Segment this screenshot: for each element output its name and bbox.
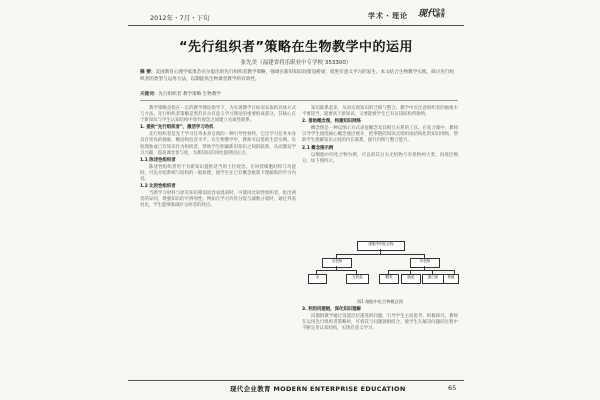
concept-leaf-node: 核酸 — [443, 274, 459, 284]
article-title: “先行组织者”策略在生物教学中的运用 — [178, 40, 414, 55]
article-author: 张先美（福建省将乐职业中专学校 353300） — [240, 60, 352, 66]
column-left — [140, 106, 296, 210]
section-paragraph-1: 先行组织者是先于学习任务本身呈现的一种引导性材料，它比学习任务本身具有更高的抽象、概括和包容水平。在生物教学中，教师可以借助生活实例、实验现象或已有知识作为组织者，帮助学生明确新旧知识之间的联系，从而激发学习兴趣，提高课堂参与度，为新知识的同化提供固定点。 — [140, 132, 296, 156]
page-number: 65 — [448, 384, 457, 392]
concept-leaf-node: 蛋白质 — [422, 274, 444, 284]
footer-rule — [128, 380, 464, 381]
running-header — [0, 0, 600, 30]
abstract — [140, 70, 458, 84]
column-right — [302, 106, 458, 165]
concept-leaf-node: 脂质 — [401, 274, 421, 284]
figure-caption: 图1 细胞中化合物概念图 — [357, 299, 403, 304]
subsection-paragraph-2-1: 以细胞中的化合物为例，可以将其分为无机物与有机物两大类，再逐层细分，如下图所示。 — [302, 152, 458, 164]
intro-paragraph: 教学策略是指在一定的教学理论指导下，为实现教学目标而采取的具体方式与方法。先行组织者策略是奥苏贝尔有意义学习理论的重要组成部分，其核心在于新知识与学生认知结构中原有观念之间建立实质性联系。 — [140, 106, 296, 124]
keywords — [140, 91, 458, 97]
abstract-text: 美国教育心理学家奥苏贝尔提出的先行组织者教学策略，强调在新旧知识间架设桥梁，促进有意义学习的发生。本文结合生物教学实践，探讨先行组织者的类型与运用方法，以期提高生物课堂教学的有效性。 — [140, 70, 454, 82]
journal-name-footer: 现代企业教育 MODERN ENTERPRISE EDUCATION — [230, 385, 406, 393]
subsection-paragraph-1-1: 陈述性组织者用于为新知识提供适当的上位观念。在讲授细胞结构与功能时，可先介绍系统与结构的一般原理，使学生在已有概念框架下理解新的学习内容。 — [140, 164, 296, 183]
concept-leaf-node: 糖类 — [379, 274, 399, 284]
section-heading-1: 1. 提供“先行组织者”，激活学习动机 — [140, 125, 214, 131]
concept-leaf-node: 水 — [308, 274, 327, 284]
concept-node-inorganic: 无机物 — [322, 258, 352, 268]
journal-logo — [418, 6, 458, 24]
abstract-rule — [140, 100, 458, 101]
subsection-heading-1-2: 1.2 比较性组织者 — [140, 184, 176, 190]
keywords-text: 先行组织者 教学策略 生物教学 — [158, 92, 222, 97]
keywords-label: 关键词： — [140, 92, 159, 97]
section-paragraph-2: 概念图是一种以图示方式表征概念及其相互关系的工具。在复习课中，教师引导学生围绕核心概念逐层展开，把零散的知识点组织成结构化的知识网络，帮助学生理解知识之间的内在联系，提升归纳与整合能力。 — [302, 126, 458, 144]
subsection-heading-1-1: 1.1 陈述性组织者 — [140, 157, 176, 163]
section-heading-2: 2. 借助概念图，构建知识网络 — [302, 119, 361, 125]
concept-node-organic: 有机物 — [410, 258, 440, 268]
connector-line — [388, 270, 454, 271]
section-heading-3: 3. 利用问题链，深化知识理解 — [302, 307, 361, 312]
abstract-label: 摘 要： — [140, 70, 156, 75]
section-label: 学术・理论 — [368, 12, 408, 20]
section-paragraph-3: 问题链教学通过设置层层递进的问题，引导学生主动思考、积极探究。教师在运用先行组织者策略时，可将其与问题链相结合，使学生在解决问题的过程中不断完善认知结构，实现有意义学习。 — [302, 314, 458, 332]
logo-small-text: 企业教育 — [436, 8, 446, 19]
concept-root-node: 细胞中的化合物 — [357, 241, 405, 251]
subsection-paragraph-1-2: 当新学习材料与原有知识相似而容易混淆时，可使用比较性组织者，指出两者的异同，增强知识的可辨别性。例如在学习有丝分裂与减数分裂时，通过列表对比，学生能够准确区分两者的特点。 — [140, 191, 296, 209]
header-rule — [128, 25, 464, 26]
issue-date: 2012年・7月・下旬 — [150, 14, 210, 22]
connector-line — [316, 270, 356, 271]
subsection-heading-2-1: 2.1 概念图示例 — [302, 145, 334, 151]
logo-main-text: 现代 — [418, 9, 437, 19]
continued-paragraph: 知识联系起来，从而实现知识的迁移与整合。教学中应注意组织者的抽象水平要适当，既要高于新知识，又要能被学生已有认知结构所接纳。 — [302, 106, 458, 118]
concept-map-figure — [302, 241, 458, 304]
connector-line — [336, 254, 424, 255]
concept-leaf-node: 无机盐 — [346, 274, 369, 284]
column-right-lower — [302, 306, 458, 332]
